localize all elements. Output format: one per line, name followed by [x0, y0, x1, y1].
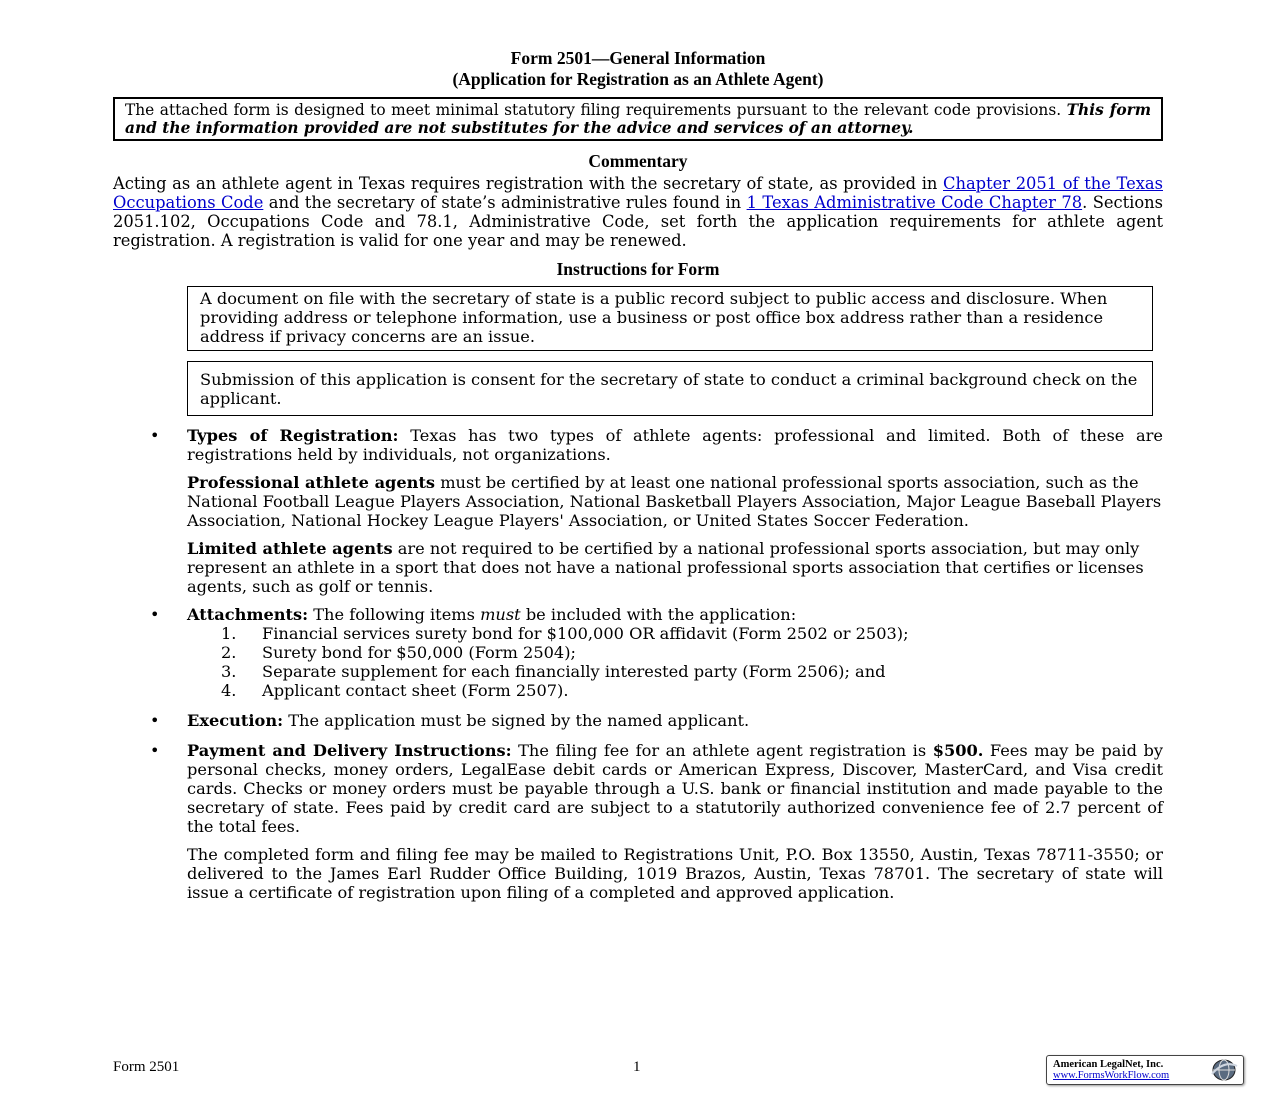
- execution-text: The application must be signed by the named applicant.: [283, 711, 750, 730]
- footer-form-number: Form 2501: [113, 1059, 180, 1075]
- execution-label: Execution:: [187, 711, 284, 730]
- mailing-paragraph: The completed form and filing fee may be mailed to Registrations Unit, P.O. Box 13550, Austin, Texas 78711-3550; or delivered to the James Earl Rudder Office Building, 1019 Brazos, Austin, Texas 78701. The secretary of state will issue a certificate of registration upon filing of a completed and approved application.: [187, 845, 1163, 902]
- payment-text-cont: Fees may be paid by personal checks, money orders, LegalEase debit cards or American Express, Discover, MasterCard, and Visa credit cards. Checks or money orders must be payable through a U.S. bank or financial institution and made payable to the secretary of state. Fees paid by credit card are subject to a statutorily authorized convenience fee of 2.7 percent of the total fees.: [187, 741, 1164, 836]
- item-number: 4.: [221, 681, 237, 700]
- title-line-1: Form 2501—General Information: [510, 48, 766, 68]
- item-number: 3.: [221, 662, 237, 681]
- limited-label: Limited athlete agents: [187, 539, 393, 558]
- item-text: Applicant contact sheet (Form 2507).: [262, 681, 569, 700]
- item-number: 1.: [221, 624, 237, 643]
- document-page: [113, 48, 1163, 902]
- globe-icon: [1209, 1058, 1239, 1082]
- payment-label: Payment and Delivery Instructions:: [187, 741, 512, 760]
- attachment-list-item: [187, 662, 1163, 681]
- must-emphasis: must: [480, 605, 521, 624]
- bullet-icon: •: [150, 426, 160, 445]
- attachments-text-end: be included with the application:: [520, 605, 797, 624]
- commentary-heading: Commentary: [588, 151, 688, 171]
- bullet-icon: •: [150, 741, 160, 760]
- filing-fee-amount: $500.: [932, 741, 984, 760]
- item-text: Financial services surety bond for $100,000 OR affidavit (Form 2502 or 2503);: [262, 624, 909, 643]
- background-check-box: Submission of this application is consent for the secretary of state to conduct a criminal background check on the applicant.: [187, 361, 1153, 416]
- disclaimer-box: [113, 97, 1163, 141]
- professional-text: must be certified by at least one national professional sports association, such as the National Football League Players Association, National Basketball Players Association, Major League Baseball Players Association, National Hockey League Players' Association, or United States Soccer Federation.: [187, 473, 1162, 530]
- occupations-code-link[interactable]: Chapter 2051 of the Texas Occupations Code: [113, 174, 1163, 212]
- title-line-2: (Application for Registration as an Athlete Agent): [452, 69, 824, 89]
- admin-code-link[interactable]: 1 Texas Administrative Code Chapter 78: [746, 193, 1083, 212]
- commentary-text-1: Acting as an athlete agent in Texas requires registration with the secretary of state, as provided in: [113, 174, 944, 193]
- attachment-list-item: [187, 624, 1163, 643]
- instructions-heading: Instructions for Form: [556, 259, 720, 279]
- attachment-list-item: [187, 681, 1163, 700]
- attachments-label: Attachments:: [187, 605, 309, 624]
- item-text: Separate supplement for each financially interested party (Form 2506); and: [262, 662, 886, 681]
- logo-url-link[interactable]: www.FormsWorkFlow.com: [1053, 1070, 1170, 1081]
- payment-text: The filing fee for an athlete agent registration is: [511, 741, 933, 760]
- disclaimer-emphasis: This form and the information provided are not substitutes for the advice and services of an attorney.: [125, 101, 1151, 137]
- page-number: 1: [633, 1059, 641, 1075]
- bullet-icon: •: [150, 711, 160, 730]
- attachments-text: The following items: [308, 605, 481, 624]
- form-title: [113, 48, 1163, 90]
- attachment-list-item: [187, 643, 1163, 662]
- disclaimer-text: The attached form is designed to meet minimal statutory filing requirements pursuant to the relevant code provisions.: [125, 101, 1067, 119]
- instruction-list: [113, 426, 1163, 902]
- item-text: Surety bond for $50,000 (Form 2504);: [262, 643, 576, 662]
- attachments-numbered-list: [113, 624, 1163, 700]
- commentary-text-2: and the secretary of state’s administrative rules found in: [263, 193, 747, 212]
- execution-item: [113, 711, 1163, 730]
- professional-agents-paragraph: [187, 473, 1163, 530]
- commentary-text-3: . Sections 2051.102, Occupations Code and 78.1, Administrative Code, set forth the application requirements for athlete agent registration. A registration is valid for one year and may be renewed.: [113, 193, 1163, 250]
- payment-item: [113, 741, 1163, 902]
- types-of-registration-item: [113, 426, 1163, 596]
- types-text: Texas has two types of athlete agents: professional and limited. Both of these are registrations held by individuals, not organizations.: [187, 426, 1164, 464]
- limited-agents-paragraph: [187, 539, 1163, 596]
- american-legalnet-logo[interactable]: [1046, 1055, 1244, 1085]
- attachments-item: [113, 605, 1163, 700]
- item-number: 2.: [221, 643, 237, 662]
- limited-text: are not required to be certified by a national professional sports association, but may only represent an athlete in a sport that does not have a national professional sports association that certifies or licenses agents, such as golf or tennis.: [187, 539, 1144, 596]
- public-record-box: A document on file with the secretary of state is a public record subject to public access and disclosure. When providing address or telephone information, use a business or post office box address rather than a residence address if privacy concerns are an issue.: [187, 286, 1153, 351]
- professional-label: Professional athlete agents: [187, 473, 436, 492]
- bullet-icon: •: [150, 605, 160, 624]
- logo-company-name: American LegalNet, Inc.: [1053, 1059, 1164, 1070]
- types-label: Types of Registration:: [187, 426, 399, 445]
- commentary-paragraph: [113, 174, 1163, 250]
